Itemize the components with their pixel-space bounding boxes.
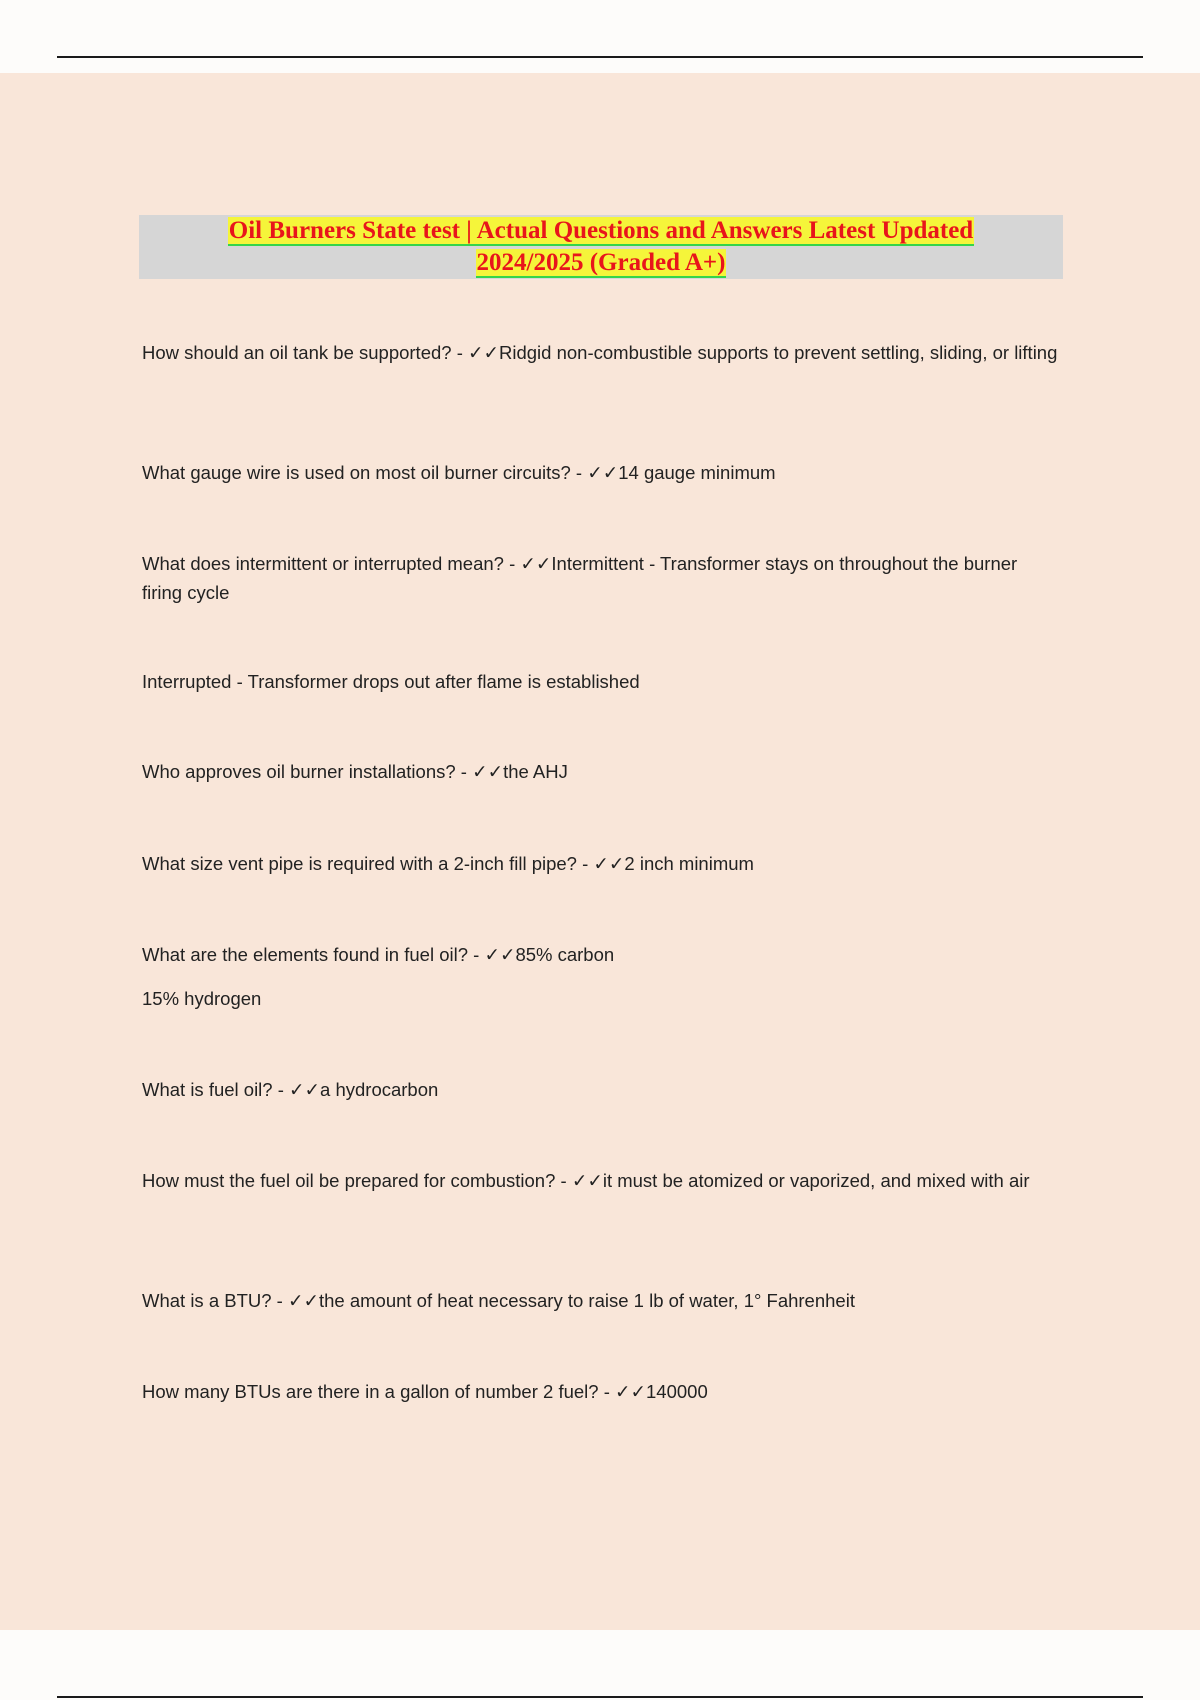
qa-paragraph: Who approves oil burner installations? - ✓✓the AHJ xyxy=(142,761,568,782)
qa-paragraph: 15% hydrogen xyxy=(142,988,262,1009)
qa-paragraph: How must the fuel oil be prepared for combustion? - ✓✓it must be atomized or vaporized, and mixed with air xyxy=(142,1170,1030,1191)
top-rule xyxy=(57,56,1143,58)
document-page xyxy=(0,73,1200,1630)
document-title xyxy=(139,215,1063,279)
title-line-1: Oil Burners State test | Actual Questions and Answers Latest Updated xyxy=(228,217,974,244)
title-box xyxy=(139,215,1063,279)
bottom-rule xyxy=(57,1696,1143,1698)
title-line-2: 2024/2025 (Graded A+) xyxy=(476,249,726,276)
qa-paragraph: How should an oil tank be supported? - ✓✓Ridgid non-combustible supports to prevent settling, sliding, or lifting xyxy=(142,342,1058,363)
qa-paragraph: What does intermittent or interrupted mean? - ✓✓Intermittent - Transformer stays on throughout the burner firing cycle xyxy=(142,553,1018,603)
qa-paragraph: What is fuel oil? - ✓✓a hydrocarbon xyxy=(142,1079,439,1100)
qa-paragraph: What is a BTU? - ✓✓the amount of heat necessary to raise 1 lb of water, 1° Fahrenheit xyxy=(142,1290,855,1311)
qa-paragraph: Interrupted - Transformer drops out after flame is established xyxy=(142,671,640,692)
qa-paragraph: How many BTUs are there in a gallon of number 2 fuel? - ✓✓140000 xyxy=(142,1381,708,1402)
qa-paragraph: What size vent pipe is required with a 2-inch fill pipe? - ✓✓2 inch minimum xyxy=(142,853,754,874)
qa-paragraph: What are the elements found in fuel oil? - ✓✓85% carbon xyxy=(142,944,615,965)
qa-paragraph: What gauge wire is used on most oil burner circuits? - ✓✓14 gauge minimum xyxy=(142,462,776,483)
